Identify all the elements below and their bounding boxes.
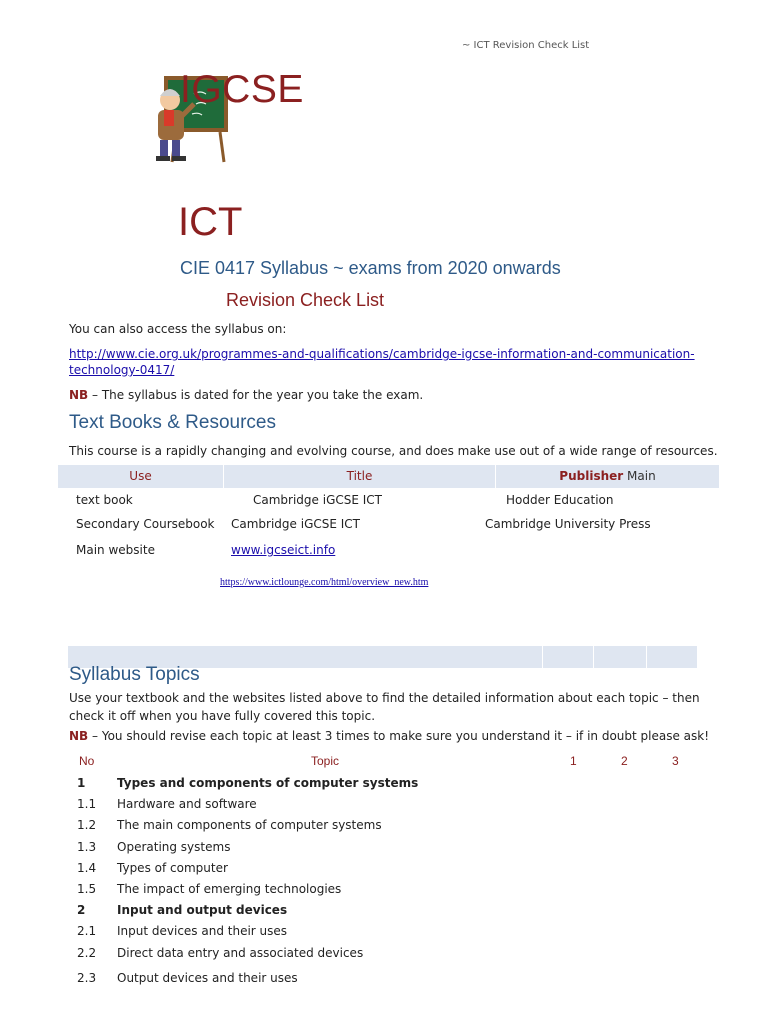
table-row-publisher: Cambridge University Press xyxy=(485,517,651,531)
nb-text: – You should revise each topic at least 3 times to make sure you understand it – if in doubt please ask! xyxy=(88,729,710,743)
page-subtitle: CIE 0417 Syllabus ~ exams from 2020 onwards xyxy=(180,258,561,278)
topic-title: Direct data entry and associated devices xyxy=(117,946,364,960)
nb-label: NB xyxy=(69,388,89,402)
header-main-label: Main xyxy=(627,469,656,483)
topic-number: 2.3 xyxy=(77,971,97,985)
topic-title: Input devices and their uses xyxy=(117,924,288,938)
topic-number: 1.5 xyxy=(77,882,97,896)
topics-intro-cont: check it off when you have fully covered this topic. xyxy=(69,709,376,723)
topic-number: 2.1 xyxy=(77,924,97,938)
col-head-check-3: 3 xyxy=(672,754,679,768)
topic-number: 1.2 xyxy=(77,818,97,832)
nb-text: – The syllabus is dated for the year you take the exam. xyxy=(88,388,424,402)
col-head-topic: Topic xyxy=(311,754,340,768)
topic-number: 1.3 xyxy=(77,840,97,854)
syllabus-link-cont[interactable]: technology-0417/ xyxy=(69,363,175,377)
topic-number: 1.4 xyxy=(77,861,97,875)
topic-title: Operating systems xyxy=(117,840,231,854)
col-head-check-1: 1 xyxy=(570,754,577,768)
topic-title: The impact of emerging technologies xyxy=(117,882,342,896)
header-publisher-label: Publisher xyxy=(559,469,624,483)
table-row-use: text book xyxy=(76,493,133,507)
topic-title: Output devices and their uses xyxy=(117,971,298,985)
page-title: ICT xyxy=(178,200,243,244)
syllabus-link[interactable]: http://www.cie.org.uk/programmes-and-qualifications/cambridge-igcse-information-and-communication- xyxy=(69,347,695,361)
table-row-use: Secondary Coursebook xyxy=(76,517,215,531)
topic-title: Input and output devices xyxy=(117,903,288,917)
header-publisher xyxy=(496,465,719,488)
header-note: ~ ICT Revision Check List xyxy=(462,40,590,51)
topic-title: Hardware and software xyxy=(117,797,257,811)
topic-title: Types and components of computer systems xyxy=(117,776,419,790)
topics-heading: Syllabus Topics xyxy=(69,664,200,685)
table-row-title: Cambridge iGCSE ICT xyxy=(253,493,383,507)
topic-title: The main components of computer systems xyxy=(117,818,382,832)
resources-heading: Text Books & Resources xyxy=(69,412,276,433)
table-row-use: Main website xyxy=(76,543,155,557)
ictlounge-link[interactable]: https://www.ictlounge.com/html/overview_new.htm xyxy=(220,577,429,588)
header-use: Use xyxy=(58,465,224,488)
topic-number: 1.1 xyxy=(77,797,97,811)
topics-intro: Use your textbook and the websites listed above to find the detailed information about each topic – then xyxy=(69,691,700,705)
logo-text: IGCSE xyxy=(180,68,304,111)
topic-number: 2.2 xyxy=(77,946,97,960)
access-text: You can also access the syllabus on: xyxy=(69,322,287,336)
table-row-title: Cambridge iGCSE ICT xyxy=(231,517,361,531)
topic-title: Types of computer xyxy=(117,861,228,875)
resources-table-header xyxy=(58,465,719,488)
checklist-title: Revision Check List xyxy=(226,290,385,310)
resources-intro: This course is a rapidly changing and evolving course, and does make use out of a wide range of resources. xyxy=(69,444,718,458)
igcseict-website-link[interactable]: www.igcseict.info xyxy=(231,543,336,557)
col-head-no: No xyxy=(79,754,95,768)
col-head-check-2: 2 xyxy=(621,754,628,768)
table-row-publisher: Hodder Education xyxy=(506,493,614,507)
nb-note-1 xyxy=(69,388,423,402)
nb-note-2 xyxy=(69,729,709,743)
header-title: Title xyxy=(224,465,496,488)
nb-label: NB xyxy=(69,729,89,743)
topic-number: 1 xyxy=(77,776,86,790)
topic-number: 2 xyxy=(77,903,86,917)
